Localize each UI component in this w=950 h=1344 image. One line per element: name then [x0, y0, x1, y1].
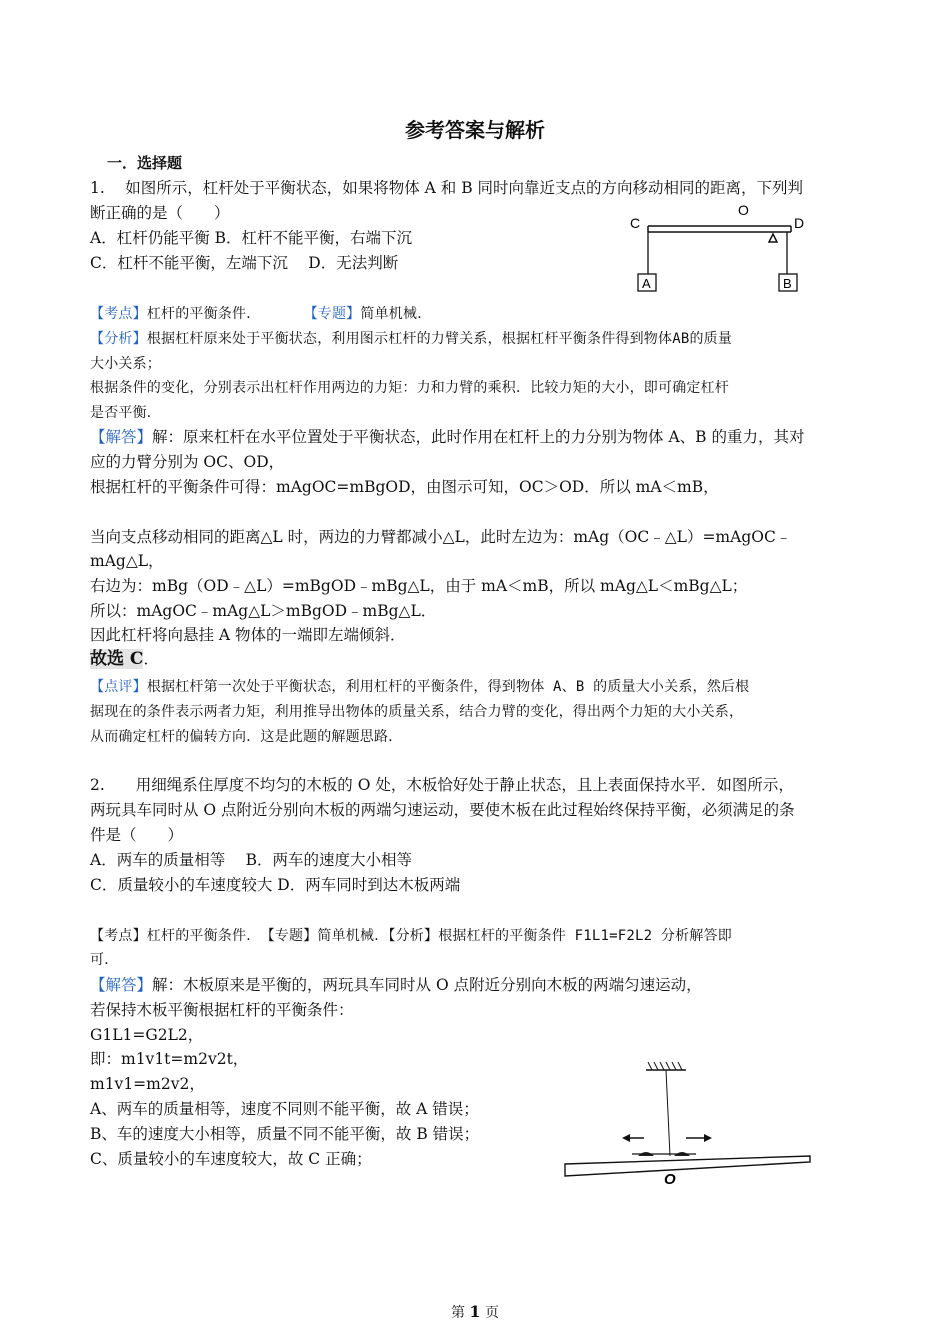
q2-stem-line-2: 两玩具车同时从 O 点附近分别向木板的两端匀速运动，要使木板在此过程始终保持平衡，必须满足的条 — [90, 801, 795, 819]
page-footer — [0, 1302, 950, 1322]
q1-fenxi-1: 根据杠杆原来处于平衡状态，利用图示杠杆的力臂关系，根据杠杆平衡条件得到物体AB的质量 — [146, 331, 733, 347]
q2-jieda-1: 解：木板原来是平衡的，两玩具车同时从 O 点附近分别向木板的两端匀速运动， — [152, 976, 702, 994]
label-d: D — [794, 215, 805, 231]
q1-zhuanti-tag: 【专题】 — [303, 306, 361, 322]
q1-kaodian-tag: 【考点】 — [90, 306, 147, 322]
q2-eq-3: m1v1=m2v2， — [90, 1075, 205, 1093]
label-c: C — [630, 215, 641, 231]
q2-stem-line-1: 2. 用细绳系住厚度不均匀的木板的 O 处，木板恰好处于静止状态，且上表面保持水平．如图所示， — [90, 776, 794, 794]
q1-kaodian: 杠杆的平衡条件． — [146, 306, 261, 322]
label-o: O — [664, 1171, 676, 1188]
q1-zhuanti: 简单机械． — [360, 306, 432, 322]
q1-stem-line-1: 1. 如图所示，杠杆处于平衡状态，如果将物体 A 和 B 同时向靠近支点的方向移动相同的距离，下列判 — [90, 179, 804, 197]
q1-answer: 故选 C — [90, 649, 144, 669]
q1-options-ab: A．杠杆仍能平衡 B．杠杆不能平衡，右端下沉 — [90, 229, 413, 247]
q1-jieda-line-3: 根据杠杆的平衡条件可得：mAgOC=mBgOD，由图示可知，OC＞OD．所以 mA＜mB， — [90, 478, 719, 496]
q1-answer-dot: ． — [143, 650, 159, 668]
q1-jieda-1: 解：原来杠杆在水平位置处于平衡状态，此时作用在杠杆上的力分别为物体 A、B 的重力，其对 — [152, 428, 805, 446]
q1-jieda-line-1 — [90, 427, 804, 447]
q1-fenxi-line-2: 大小关系； — [90, 356, 161, 372]
q1-jieda-line-7: 所以：mAgOC﹣mAg△L＞mBgOD﹣mBg△L． — [90, 602, 437, 620]
q2-jieda-tag: 【解答】 — [90, 976, 153, 994]
q1-stem-line-2: 断正确的是（ ） — [90, 204, 230, 222]
q1-jieda-tag: 【解答】 — [90, 428, 153, 446]
q1-kaodian-line — [90, 304, 431, 324]
q1-fenxi-line-3: 根据条件的变化，分别表示出杠杆作用两边的力矩：力和力臂的乘积．比较力矩的大小，即可确定杠杆 — [90, 380, 729, 396]
q2-board-figure — [560, 1058, 820, 1188]
q1-fenxi-tag: 【分析】 — [90, 331, 147, 347]
q1-jieda-line-5: mAg△L， — [90, 552, 164, 570]
q2-line-a: A、两车的质量相等，速度不同则不能平衡，故 A 错误； — [90, 1100, 479, 1118]
q1-fenxi-line-1 — [90, 329, 732, 349]
q1-answer-line — [90, 649, 159, 669]
label-o: O — [738, 202, 749, 218]
q1-dianping-1: 根据杠杆第一次处于平衡状态，利用杠杆的平衡条件，得到物体 A、B 的质量大小关系，然后根 — [146, 679, 750, 695]
q1-jieda-line-4: 当向支点移动相同的距离△L 时，两边的力臂都减小△L，此时左边为：mAg（OC﹣△L）=mAgOC﹣ — [90, 528, 792, 546]
q1-jieda-line-6: 右边为：mBg（OD﹣△L）=mBgOD﹣mBg△L，由于 mA＜mB，所以 mAg△L＜mBg△L； — [90, 577, 748, 595]
q2-line-c: C、质量较小的车速度较大，故 C 正确； — [90, 1150, 372, 1168]
label-b: B — [783, 276, 792, 291]
q2-stem-line-3: 件是（ ） — [90, 826, 184, 844]
q2-eq-1: G1L1=G2L2， — [90, 1026, 204, 1044]
footer-prefix: 第 — [450, 1305, 470, 1321]
q2-jieda-line-1 — [90, 975, 702, 995]
label-a: A — [642, 276, 651, 291]
q2-meta-line-1: 【考点】杠杆的平衡条件． 【专题】简单机械．【分析】根据杠杆的平衡条件 F1L1=F2L2 分析解答即 — [90, 928, 732, 944]
q2-jieda-line-2: 若保持木板平衡根据杠杆的平衡条件： — [90, 1001, 354, 1019]
q1-options-cd: C．杠杆不能平衡，左端下沉 D．无法判断 — [90, 254, 399, 272]
q1-dianping-line-2: 据现在的条件表示两者力矩，利用推导出物体的质量关系，结合力臂的变化，得出两个力矩的大小关系， — [90, 704, 744, 720]
q1-lever-figure — [626, 200, 816, 296]
q2-options-ab: A．两车的质量相等 B．两车的速度大小相等 — [90, 851, 413, 869]
q2-options-cd: C．质量较小的车速度较大 D．两车同时到达木板两端 — [90, 876, 461, 894]
section-heading: 一．选择题 — [107, 154, 183, 172]
q1-dianping-line-1 — [90, 677, 749, 697]
q1-jieda-line-2: 应的力臂分别为 OC、OD， — [90, 453, 285, 471]
q2-eq-2: 即：m1v1t=m2v2t， — [90, 1050, 249, 1068]
fulcrum-triangle — [769, 234, 777, 242]
q1-fenxi-line-4: 是否平衡． — [90, 405, 161, 421]
q2-meta-line-2: 可． — [90, 952, 119, 968]
q1-dianping-line-3: 从而确定杠杆的偏转方向．这是此题的解题思路． — [90, 729, 403, 745]
q1-jieda-line-8: 因此杠杆将向悬挂 A 物体的一端即左端倾斜． — [90, 626, 406, 644]
page-title: 参考答案与解析 — [405, 118, 545, 142]
q1-dianping-tag: 【点评】 — [90, 679, 147, 695]
q2-line-b: B、车的速度大小相等，质量不同不能平衡，故 B 错误； — [90, 1125, 480, 1143]
page-number: 1 — [469, 1302, 481, 1321]
footer-suffix: 页 — [480, 1305, 500, 1321]
